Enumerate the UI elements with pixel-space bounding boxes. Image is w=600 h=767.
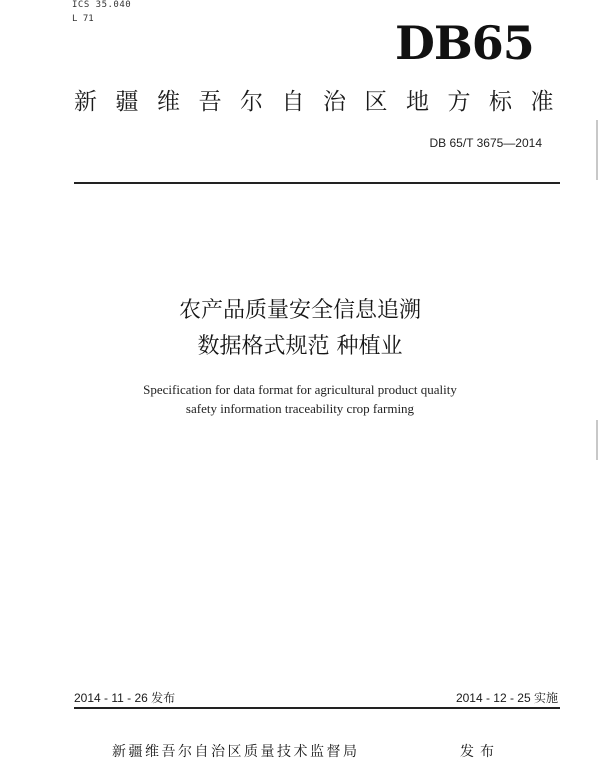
standard-logo: DB65	[395, 16, 534, 70]
title-en-line1: Specification for data format for agricultural product quality	[143, 382, 457, 397]
issue-action: 发布	[460, 744, 500, 760]
ics-code: ICS 35.040	[72, 0, 132, 10]
title-zh-line1: 农产品质量安全信息追溯	[178, 298, 421, 323]
scan-edge-mark	[596, 120, 598, 180]
standard-number: DB 65/T 3675—2014	[429, 136, 542, 150]
title-zh-line2: 数据格式规范 种植业	[197, 334, 403, 359]
bottom-divider	[74, 707, 560, 709]
standard-type: 新疆维吾尔自治区地方标准	[74, 89, 572, 115]
issuing-authority: 新疆维吾尔自治区质量技术监督局	[112, 744, 360, 760]
title-en-line2: safety information traceability crop farming	[185, 401, 415, 416]
classification-code: L 71	[72, 14, 94, 24]
scan-edge-mark	[596, 420, 598, 460]
implementation-date: 2014 - 12 - 25 实施	[455, 691, 558, 705]
top-divider	[74, 182, 560, 184]
issue-date: 2014 - 11 - 26 发布	[74, 691, 176, 705]
